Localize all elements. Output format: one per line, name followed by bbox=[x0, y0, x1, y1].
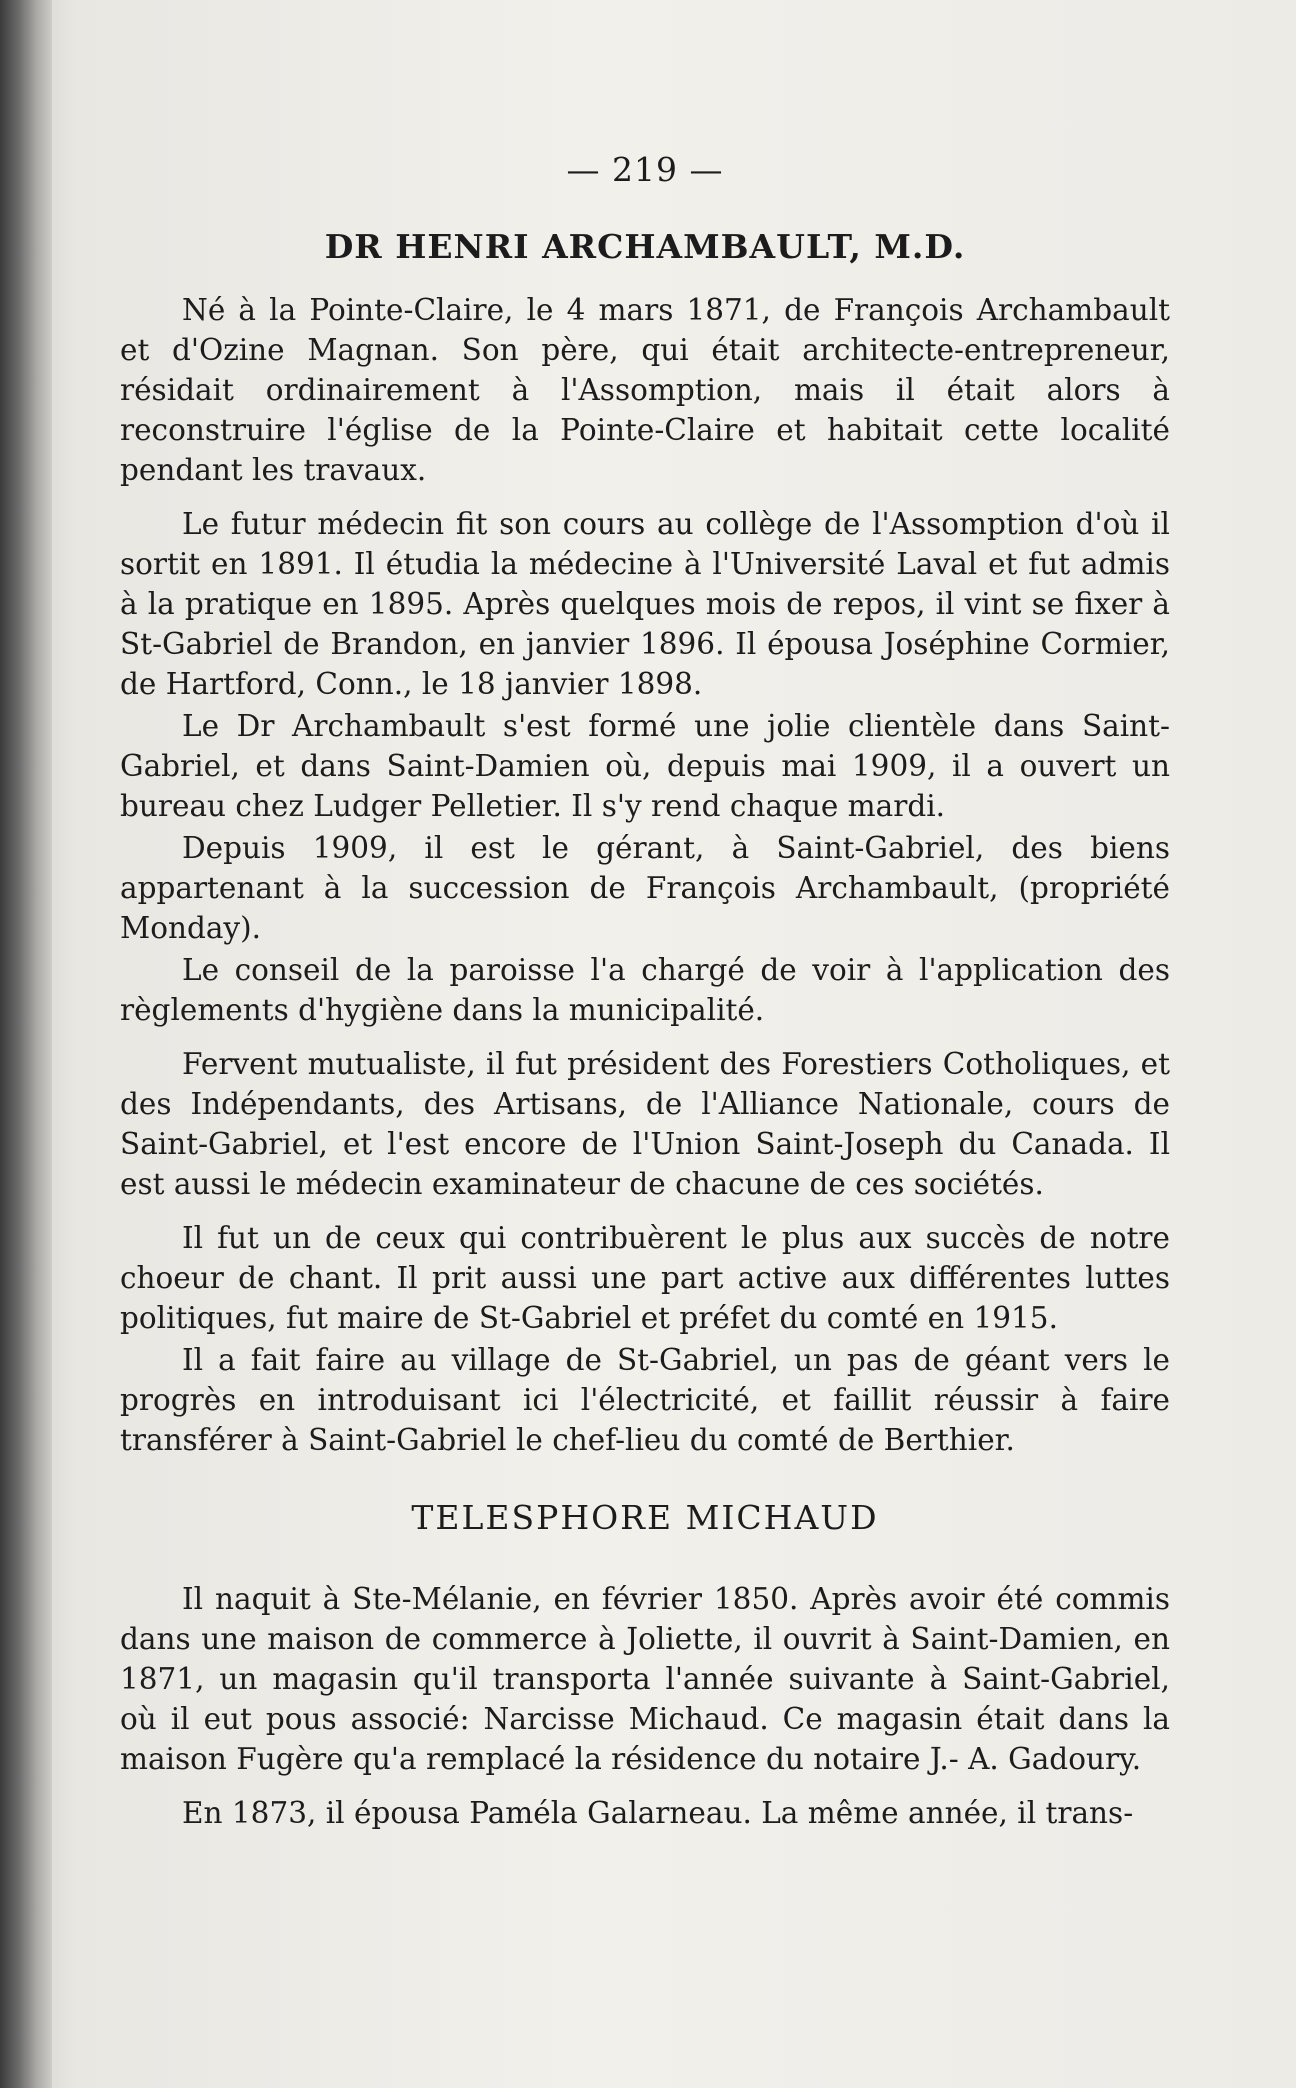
section-title-archambault: DR HENRI ARCHAMBAULT, M.D. bbox=[324, 227, 966, 266]
page-number: — 219 — bbox=[566, 150, 724, 189]
paragraph: En 1873, il épousa Paméla Galarneau. La même année, il trans- bbox=[182, 1796, 1134, 1830]
paragraph: Fervent mutualiste, il fut président des Forestiers Cotholiques, et des Indépendants, des Artisans, de l'Alliance Nationale, cours de Saint-Gabriel, et l'est encore de l'Union Saint-Joseph du Canada. Il est aussi le médecin examinateur de chacune de ces sociétés. bbox=[120, 1047, 1170, 1201]
paragraph: Il a fait faire au village de St-Gabriel, un pas de géant vers le progrès en introduisant ici l'électricité, et faillit réussir à faire transférer à Saint-Gabriel le chef-lieu du comté de Berthier. bbox=[120, 1343, 1170, 1457]
document-page bbox=[120, 150, 1170, 1847]
paragraph: Depuis 1909, il est le gérant, à Saint-Gabriel, des biens appartenant à la succession de François Archambault, (propriété Monday). bbox=[120, 831, 1170, 945]
paragraph: Le Dr Archambault s'est formé une jolie clientèle dans Saint-Gabriel, et dans Saint-Damien où, depuis mai 1909, il a ouvert un bureau chez Ludger Pelletier. Il s'y rend chaque mardi. bbox=[120, 709, 1170, 823]
section-title-michaud: TELESPHORE MICHAUD bbox=[411, 1498, 879, 1537]
paragraph: Le futur médecin fit son cours au collège de l'Assomption d'où il sortit en 1891. Il étudia la médecine à l'Université Laval et fut admis à la pratique en 1895. Après quelques mois de repos, il vint se fixer à St-Gabriel de Brandon, en janvier 1896. Il épousa Joséphine Cormier, de Hartford, Conn., le 18 janvier 1898. bbox=[120, 507, 1170, 701]
paragraph: Né à la Pointe-Claire, le 4 mars 1871, de François Archambault et d'Ozine Magnan. Son père, qui était architecte-entrepreneur, résidait ordinairement à l'Assomption, mais il était alors à reconstruire l'église de la Pointe-Claire et habitait cette localité pendant les travaux. bbox=[120, 293, 1170, 487]
paragraph: Le conseil de la paroisse l'a chargé de voir à l'application des règlements d'hygiène dans la municipalité. bbox=[120, 953, 1170, 1027]
paragraph: Il naquit à Ste-Mélanie, en février 1850. Après avoir été commis dans une maison de commerce à Joliette, il ouvrit à Saint-Damien, en 1871, un magasin qu'il transporta l'année suivante à Saint-Gabriel, où il eut pous associé: Narcisse Michaud. Ce magasin était dans la maison Fugère qu'a remplacé la résidence du notaire J.- A. Gadoury. bbox=[120, 1582, 1170, 1776]
book-binding-edge bbox=[0, 0, 52, 2088]
paragraph: Il fut un de ceux qui contribuèrent le plus aux succès de notre choeur de chant. Il prit aussi une part active aux différentes luttes politiques, fut maire de St-Gabriel et préfet du comté en 1915. bbox=[120, 1221, 1170, 1335]
